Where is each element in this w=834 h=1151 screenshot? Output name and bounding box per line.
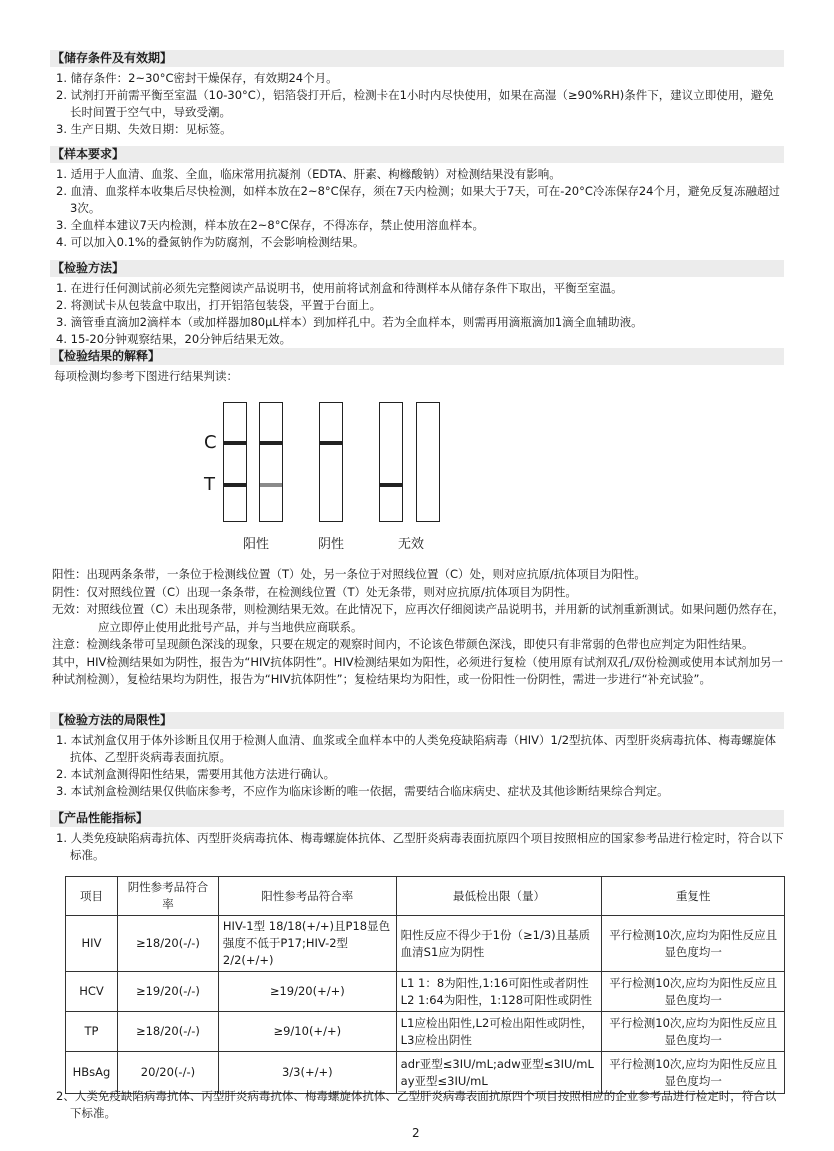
list-item: 3. 生产日期、失效日期：见标签。 [56,122,232,136]
page-number: 2 [412,1126,420,1140]
section-heading: 【产品性能指标】 [50,810,784,827]
paragraph: 注意：检测线条带可呈现颜色深浅的现象，只要在规定的观察时间内，不论该色带颜色深浅，即使只有非常弱的色带也应判定为阳性结果。 [52,637,754,651]
paragraph: 其中，HIV检测结果如为阴性，报告为“HIV抗体阴性”。HIV检测结果如为阳性，必须进行复检（使用原有试剂双孔/双份检测或使用本试剂加另一种试剂检测），复检结果均为阴性，报告为“HIV抗体阴性”；复检结果均为阳性，或一份阳性一份阴性，需进一步进行“补充试验”。 [52,654,784,686]
cell: HIV [66,916,118,972]
interpret-paragraphs [52,566,786,689]
cell: L1应检出阳性,L2可检出阳性或阴性，L3应检出阴性 [396,1012,602,1052]
cell: 3/3(+/+) [218,1052,396,1094]
c-label: C [204,432,217,453]
paragraph: 无效：对照线位置（C）未出现条带，则检测结果无效。在此情况下，应再次仔细阅读产品说明书，并用新的试剂重新测试。如果问题仍然存在，应立即停止使用此批号产品，并与当地供应商联系。 [52,602,785,634]
section-heading: 【储存条件及有效期】 [50,50,784,67]
header-cell: 最低检出限（量） [396,877,602,916]
cell: HBsAg [66,1052,118,1094]
cell: TP [66,1012,118,1052]
cell: L1 1：8为阳性,1:16可阳性或者阴性 L2 1:64为阳性，1:128可阳性或阴性 [396,972,602,1012]
section-heading: 【检验结果的解释】 [50,348,784,365]
perf-section [50,810,784,864]
section-heading: 【检验方法】 [50,260,784,277]
sample-section [50,146,784,251]
interpret-section [50,348,784,386]
list-item: 1. 在进行任何测试前必须先完整阅读产品说明书，使用前将试剂盒和待测样本从储存条件下取出，平衡至室温。 [56,281,623,295]
cell: HIV-1型 18/18(+/+)且P18显色强度不低于P17;HIV-2型2/2(+/+) [218,916,396,972]
storage-section [50,50,784,138]
cell: HCV [66,972,118,1012]
strip-positive-1 [223,402,247,522]
strip-invalid-2 [416,402,440,522]
header-cell: 项目 [66,877,118,916]
list-item: 4. 可以加入0.1%的叠氮钠作为防腐剂，不会影响检测结果。 [56,235,365,249]
cell: 20/20(-/-) [117,1052,218,1094]
cell: ≥18/20(-/-) [117,1012,218,1052]
list-item: 2. 本试剂盒测得阳性结果，需要用其他方法进行确认。 [56,767,336,781]
strip-positive-2 [259,402,283,522]
method-section [50,260,784,348]
table-row [66,916,785,972]
negative-label: 阴性 [318,537,345,552]
invalid-label: 无效 [398,537,425,552]
list-item: 2. 血清、血浆样本收集后尽快检测，如样本放在2~8°C保存，须在7天内检测；如果大于7天，可在-20°C冷冻保存24个月，避免反复冻融超过3次。 [56,184,780,215]
list-item: 1. 适用于人血清、血浆、全血，临床常用抗凝剂（EDTA、肝素、枸橼酸钠）对检测结果没有影响。 [56,167,561,181]
section-heading: 【样本要求】 [50,146,784,163]
list-item: 2. 试剂打开前需平衡至室温（10-30°C），铝箔袋打开后，检测卡在1小时内尽快使用，如果在高湿（≥90%RH)条件下，建议立即使用，避免长时间置于空气中，导致受潮。 [56,88,774,119]
performance-table [65,876,785,1094]
cell: ≥19/20(-/-) [117,972,218,1012]
table-row [66,1012,785,1052]
section-heading: 【检验方法的局限性】 [50,712,784,729]
list-item: 3. 滴管垂直滴加2滴样本（或加样器加80μL样本）到加样孔中。若为全血样本，则需再用滴瓶滴加1滴全血辅助液。 [56,315,643,329]
paragraph: 阴性：仅对照线位置（C）出现一条条带，在检测线位置（T）处无条带，则对应抗原/抗体项目为阴性。 [52,584,577,599]
strip-negative [319,402,343,522]
list-item: 1. 本试剂盒仅用于体外诊断且仅用于检测人血清、血浆或全血样本中的人类免疫缺陷病毒（HIV）1/2型抗体、丙型肝炎病毒抗体、梅毒螺旋体抗体、乙型肝炎病毒表面抗原。 [56,733,777,764]
list-item: 4. 15-20分钟观察结果，20分钟后结果无效。 [56,332,292,346]
t-label: T [204,474,215,495]
cell: ≥18/20(-/-) [117,916,218,972]
header-cell: 阴性参考品符合率 [117,877,218,916]
list-item: 1. 储存条件：2~30°C密封干燥保存，有效期24个月。 [56,71,338,85]
cell: 平行检测10次,应均为阳性反应且显色度均一 [602,916,785,972]
paragraph: 阳性：出现两条条带，一条位于检测线位置（T）处，另一条位于对照线位置（C）处，则对应抗原/抗体项目为阳性。 [52,567,646,581]
table-header-row [66,877,785,916]
cell: ≥19/20(+/+) [218,972,396,1012]
cell: 平行检测10次,应均为阳性反应且显色度均一 [602,972,785,1012]
cell: 平行检测10次,应均为阳性反应且显色度均一 [602,1052,785,1094]
cell: adr亚型≤3IU/mL;adw亚型≤3IU/mL ay亚型≤3IU/mL [396,1052,602,1094]
list-item: 2、人类免疫缺陷病毒抗体、丙型肝炎病毒抗体、梅毒螺旋体抗体、乙型肝炎病毒表面抗原四个项目按照相应的企业参考品进行检定时，符合以下标准。 [56,1089,777,1120]
header-cell: 阳性参考品符合率 [218,877,396,916]
limits-section [50,712,784,800]
list-item: 3. 全血样本建议7天内检测，样本放在2~8°C保存，不得冻存，禁止使用溶血样本。 [56,218,484,232]
positive-label: 阳性 [243,537,270,552]
perf-item-2 [50,1088,784,1122]
list-item: 3. 本试剂盒检测结果仅供临床参考，不应作为临床诊断的唯一依据，需要结合临床病史、症状及其他诊断结果综合判定。 [56,784,669,798]
strip-invalid-1 [379,402,403,522]
list-item: 2. 将测试卡从包装盒中取出，打开铝箔包装袋，平置于台面上。 [56,298,382,312]
list-item: 1. 人类免疫缺陷病毒抗体、丙型肝炎病毒抗体、梅毒螺旋体抗体、乙型肝炎病毒表面抗原四个项目按照相应的国家参考品进行检定时，符合以下标准。 [56,831,784,862]
cell: 阳性反应不得少于1份（≥1/3)且基质血清S1应为阴性 [396,916,602,972]
header-cell: 重复性 [602,877,785,916]
intro-text: 每项检测均参考下图进行结果判读： [54,369,238,383]
cell: ≥9/10(+/+) [218,1012,396,1052]
cell: 平行检测10次,应均为阳性反应且显色度均一 [602,1012,785,1052]
table-row [66,972,785,1012]
